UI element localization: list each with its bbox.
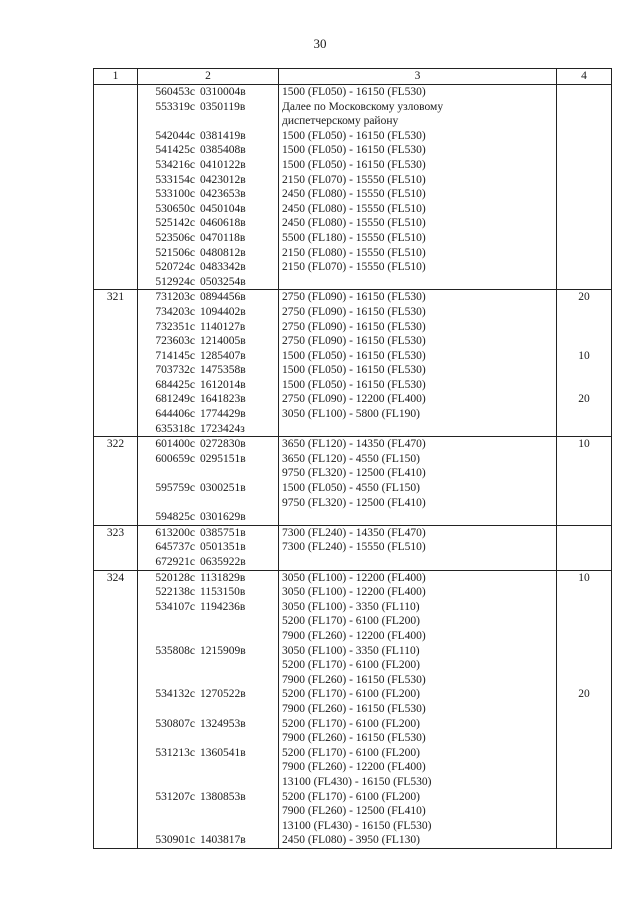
coordinate-line — [141, 334, 278, 349]
value-line — [557, 158, 611, 173]
altitude-line: 1500 (FL050) - 16150 (FL530) — [282, 86, 426, 98]
altitude-line: 5200 (FL170) - 6100 (FL200) — [282, 717, 420, 730]
longitude-text: 0381419в — [200, 129, 246, 142]
zone-number-cell: 324 — [94, 570, 138, 848]
longitude-text: 1612014в — [200, 378, 246, 391]
altitude-line: 9750 (FL320) - 12500 (FL410) — [282, 467, 426, 480]
altitude-limits-cell — [279, 437, 557, 526]
value-line — [557, 731, 611, 746]
zone-number-cell: 321 — [94, 290, 138, 437]
longitude-text: 0295151в — [200, 452, 246, 465]
longitude-text: 1094402в — [200, 305, 246, 318]
value-line — [557, 760, 611, 775]
latitude-text — [141, 702, 195, 717]
value-line — [557, 320, 611, 335]
value-line — [557, 746, 611, 761]
longitude-text: 1380853в — [200, 790, 246, 803]
coordinate-line — [141, 452, 278, 467]
coordinate-line — [141, 290, 278, 305]
altitude-line: Далее по Московскому узловому — [282, 100, 444, 113]
coordinate-line — [141, 392, 278, 407]
longitude-text: 0483342в — [200, 261, 246, 274]
longitude-text: 0460618в — [200, 217, 246, 230]
coordinate-line — [141, 510, 278, 525]
altitude-line: 13100 (FL430) - 16150 (FL530) — [282, 819, 432, 832]
altitude-line: 2150 (FL070) - 15550 (FL510) — [282, 261, 426, 274]
altitude-line: 9750 (FL320) - 12500 (FL410) — [282, 496, 426, 509]
altitude-limits-cell — [279, 85, 557, 290]
coordinate-line — [141, 571, 278, 586]
latitude-text: 731203с — [155, 291, 195, 304]
coordinate-line — [141, 202, 278, 217]
latitude-text — [141, 804, 195, 819]
longitude-text: 1270522в — [200, 688, 246, 701]
value-line — [557, 644, 611, 659]
longitude-text: 0423012в — [200, 173, 246, 186]
value-line — [557, 407, 611, 422]
coordinate-line — [141, 775, 278, 790]
value-line — [557, 481, 611, 496]
latitude-text: 521506с — [155, 246, 195, 259]
zone-number-cell: 322 — [94, 437, 138, 526]
coordinate-line — [141, 260, 278, 275]
table-row — [94, 437, 612, 526]
value-line — [557, 819, 611, 834]
value-cell — [557, 525, 612, 570]
altitude-line: 1500 (FL050) - 16150 (FL530) — [282, 349, 426, 362]
latitude-text: 644406с — [155, 408, 195, 421]
altitude-line: 1500 (FL050) - 16150 (FL530) — [282, 158, 426, 171]
altitude-line: 3650 (FL120) - 4550 (FL150) — [282, 452, 420, 465]
altitude-line: 1500 (FL050) - 16150 (FL530) — [282, 378, 426, 391]
altitude-line: 3050 (FL100) - 12200 (FL400) — [282, 571, 426, 584]
longitude-text: 0894456в — [200, 291, 246, 304]
value-cell — [557, 85, 612, 290]
altitude-line: 7900 (FL260) - 16150 (FL530) — [282, 732, 426, 745]
longitude-text: 0501351в — [200, 541, 246, 554]
altitude-line: 1500 (FL050) - 16150 (FL530) — [282, 129, 426, 142]
longitude-text: 0310004в — [200, 86, 246, 98]
coordinate-line — [141, 540, 278, 555]
value-line — [557, 600, 611, 615]
value-line — [557, 702, 611, 717]
longitude-text: 1215909в — [200, 644, 246, 657]
longitude-text: 1723424з — [200, 422, 245, 435]
coordinate-line — [141, 100, 278, 115]
latitude-text: 732351с — [155, 320, 195, 333]
value-line: 10 — [578, 571, 590, 584]
value-line — [557, 673, 611, 688]
coordinate-line — [141, 585, 278, 600]
value-line — [557, 143, 611, 158]
altitude-line — [282, 555, 556, 570]
altitude-line: 5200 (FL170) - 6100 (FL200) — [282, 790, 420, 803]
coordinate-line — [141, 466, 278, 481]
coordinate-line — [141, 378, 278, 393]
longitude-text: 1403817в — [200, 834, 246, 847]
coordinate-line — [141, 760, 278, 775]
coordinate-line — [141, 422, 278, 437]
latitude-text: 523506с — [155, 231, 195, 244]
latitude-text: 600659с — [155, 452, 195, 465]
coordinate-line — [141, 717, 278, 732]
altitude-line: 2450 (FL080) - 15550 (FL510) — [282, 202, 426, 215]
coordinate-line — [141, 143, 278, 158]
altitude-line: 2750 (FL090) - 12200 (FL400) — [282, 393, 426, 406]
value-line — [557, 202, 611, 217]
altitude-limits-cell — [279, 525, 557, 570]
coordinate-line — [141, 496, 278, 511]
coordinate-line — [141, 600, 278, 615]
coordinate-line — [141, 833, 278, 848]
value-line — [557, 100, 611, 115]
altitude-line: 2450 (FL080) - 15550 (FL510) — [282, 217, 426, 230]
latitude-text — [141, 614, 195, 629]
coordinate-line — [141, 305, 278, 320]
latitude-text: 522138с — [155, 586, 195, 599]
value-line — [557, 187, 611, 202]
value-line — [557, 775, 611, 790]
coordinate-line — [141, 746, 278, 761]
value-line: 20 — [578, 688, 590, 701]
value-cell — [557, 290, 612, 437]
value-line: 10 — [578, 349, 590, 362]
coordinate-line — [141, 129, 278, 144]
coordinate-line — [141, 790, 278, 805]
coordinate-line — [141, 629, 278, 644]
value-line — [557, 129, 611, 144]
coordinate-line — [141, 275, 278, 290]
value-line — [557, 466, 611, 481]
table-row — [94, 570, 612, 848]
latitude-text: 535808с — [155, 644, 195, 657]
coordinate-line — [141, 614, 278, 629]
longitude-text: 0503254в — [200, 275, 246, 288]
latitude-text: 533154с — [155, 173, 195, 186]
latitude-text: 734203с — [155, 305, 195, 318]
longitude-text: 0423653в — [200, 188, 246, 201]
coordinate-line — [141, 702, 278, 717]
latitude-text: 645737с — [155, 541, 195, 554]
value-line — [557, 85, 611, 100]
latitude-text: 530650с — [155, 202, 195, 215]
coordinate-line — [141, 407, 278, 422]
coordinate-line — [141, 187, 278, 202]
latitude-text: 595759с — [155, 482, 195, 495]
altitude-line: 1500 (FL050) - 16150 (FL530) — [282, 364, 426, 377]
altitude-limits-cell — [279, 290, 557, 437]
longitude-text: 1360541в — [200, 746, 246, 759]
value-line — [557, 275, 611, 290]
airspace-table — [93, 68, 612, 849]
latitude-text — [141, 496, 195, 511]
latitude-text: 542044с — [155, 129, 195, 142]
longitude-text: 0272830в — [200, 438, 246, 451]
column-header-1: 1 — [94, 69, 138, 85]
coordinate-line — [141, 349, 278, 364]
value-line — [557, 585, 611, 600]
latitude-text: 531207с — [155, 790, 195, 803]
coordinate-line — [141, 437, 278, 452]
altitude-line: диспетчерскому району — [282, 115, 399, 128]
altitude-line: 2750 (FL090) - 16150 (FL530) — [282, 305, 426, 318]
latitude-text — [141, 114, 195, 129]
coordinate-line — [141, 804, 278, 819]
value-line: 20 — [578, 393, 590, 406]
coordinate-line — [141, 363, 278, 378]
latitude-text — [141, 775, 195, 790]
value-line — [557, 540, 611, 555]
longitude-text: 1214005в — [200, 335, 246, 348]
coordinate-line — [141, 158, 278, 173]
coordinate-line — [141, 658, 278, 673]
altitude-line: 2150 (FL080) - 15550 (FL510) — [282, 246, 426, 259]
altitude-line: 2750 (FL090) - 16150 (FL530) — [282, 291, 426, 304]
altitude-line: 5200 (FL170) - 6100 (FL200) — [282, 688, 420, 701]
altitude-line: 2450 (FL080) - 3950 (FL130) — [282, 834, 420, 847]
value-line — [557, 114, 611, 129]
value-line — [557, 452, 611, 467]
value-line — [557, 496, 611, 511]
altitude-line: 2750 (FL090) - 16150 (FL530) — [282, 320, 426, 333]
coordinate-line — [141, 644, 278, 659]
altitude-line: 5200 (FL170) - 6100 (FL200) — [282, 659, 420, 672]
latitude-text: 534107с — [155, 600, 195, 613]
altitude-limits-cell — [279, 570, 557, 848]
zone-number-cell — [94, 85, 138, 290]
altitude-line: 2750 (FL090) - 16150 (FL530) — [282, 335, 426, 348]
coordinates-cell — [138, 290, 279, 437]
altitude-line: 5200 (FL170) - 6100 (FL200) — [282, 615, 420, 628]
coordinate-line — [141, 555, 278, 570]
coordinate-line — [141, 687, 278, 702]
longitude-text: 1194236в — [200, 600, 246, 613]
longitude-text: 0385751в — [200, 526, 246, 539]
coordinates-cell — [138, 570, 279, 848]
value-line — [557, 804, 611, 819]
page-number: 30 — [313, 36, 327, 51]
value-line — [557, 246, 611, 261]
coordinate-line — [141, 731, 278, 746]
longitude-text: 1475358в — [200, 364, 246, 377]
value-line — [557, 790, 611, 805]
altitude-line: 3050 (FL100) - 3350 (FL110) — [282, 600, 420, 613]
latitude-text: 560453с — [155, 86, 195, 98]
latitude-text: 684425с — [155, 378, 195, 391]
longitude-text: 1131829в — [200, 571, 246, 584]
latitude-text: 594825с — [155, 511, 195, 524]
longitude-text: 1285407в — [200, 349, 246, 362]
latitude-text: 520128с — [155, 571, 195, 584]
column-header-3: 3 — [279, 69, 557, 85]
altitude-line: 7900 (FL260) - 16150 (FL530) — [282, 702, 426, 715]
value-line — [557, 173, 611, 188]
value-line — [557, 216, 611, 231]
latitude-text: 534216с — [155, 158, 195, 171]
value-line: 10 — [578, 438, 590, 451]
value-line — [557, 305, 611, 320]
value-line — [557, 231, 611, 246]
column-header-4: 4 — [557, 69, 612, 85]
latitude-text: 601400с — [155, 438, 195, 451]
latitude-text — [141, 658, 195, 673]
latitude-text: 703732с — [155, 364, 195, 377]
altitude-line: 7900 (FL260) - 12500 (FL410) — [282, 805, 426, 818]
altitude-line: 7900 (FL260) - 12200 (FL400) — [282, 629, 426, 642]
longitude-text: 0450104в — [200, 202, 246, 215]
value-line — [557, 378, 611, 393]
altitude-line: 7300 (FL240) - 15550 (FL510) — [282, 541, 426, 554]
altitude-line: 2450 (FL080) - 15550 (FL510) — [282, 188, 426, 201]
column-header-2: 2 — [138, 69, 279, 85]
value-line — [557, 555, 611, 570]
value-line — [557, 614, 611, 629]
longitude-text: 0635922в — [200, 556, 246, 568]
value-line — [557, 658, 611, 673]
altitude-line — [282, 422, 556, 437]
value-line — [557, 363, 611, 378]
longitude-text: 0350119в — [200, 100, 246, 113]
latitude-text — [141, 760, 195, 775]
longitude-text: 0301629в — [200, 511, 246, 524]
coordinate-line — [141, 114, 278, 129]
table-row — [94, 290, 612, 437]
altitude-line: 5200 (FL170) - 6100 (FL200) — [282, 746, 420, 759]
longitude-text: 0470118в — [200, 231, 246, 244]
latitude-text: 714145с — [155, 349, 195, 362]
longitude-text: 1641823в — [200, 393, 246, 406]
longitude-text: 1774429в — [200, 408, 246, 421]
latitude-text: 530901с — [155, 834, 195, 847]
altitude-line: 3650 (FL120) - 14350 (FL470) — [282, 438, 426, 451]
latitude-text: 531213с — [155, 746, 195, 759]
longitude-text: 1140127в — [200, 320, 246, 333]
coordinate-line — [141, 246, 278, 261]
altitude-line — [282, 510, 556, 525]
value-line: 20 — [578, 291, 590, 304]
longitude-text: 0385408в — [200, 144, 246, 157]
zone-number-cell: 323 — [94, 525, 138, 570]
coordinate-line — [141, 673, 278, 688]
altitude-line: 3050 (FL100) - 3350 (FL110) — [282, 644, 420, 657]
altitude-line: 13100 (FL430) - 16150 (FL530) — [282, 775, 432, 788]
latitude-text: 681249с — [155, 393, 195, 406]
altitude-line: 2150 (FL070) - 15550 (FL510) — [282, 173, 426, 186]
coordinate-line — [141, 320, 278, 335]
longitude-text: 0410122в — [200, 158, 246, 171]
value-line — [557, 334, 611, 349]
value-line — [557, 260, 611, 275]
value-line — [557, 833, 611, 848]
latitude-text — [141, 629, 195, 644]
latitude-text — [141, 466, 195, 481]
latitude-text: 525142с — [155, 217, 195, 230]
longitude-text: 1153150в — [200, 586, 246, 599]
altitude-line: 5500 (FL180) - 15550 (FL510) — [282, 231, 426, 244]
coordinates-cell — [138, 437, 279, 526]
table-row — [94, 85, 612, 290]
coordinates-cell — [138, 85, 279, 290]
value-cell — [557, 437, 612, 526]
altitude-line: 1500 (FL050) - 16150 (FL530) — [282, 144, 426, 157]
longitude-text: 1324953в — [200, 717, 246, 730]
altitude-line: 7300 (FL240) - 14350 (FL470) — [282, 526, 426, 539]
coordinate-line — [141, 481, 278, 496]
latitude-text: 533100с — [155, 188, 195, 201]
latitude-text: 553319с — [155, 100, 195, 113]
latitude-text: 512924с — [155, 275, 195, 288]
coordinate-line — [141, 231, 278, 246]
latitude-text: 530807с — [155, 717, 195, 730]
value-cell — [557, 570, 612, 848]
table-row — [94, 525, 612, 570]
altitude-line: 1500 (FL050) - 4550 (FL150) — [282, 482, 420, 495]
latitude-text — [141, 819, 195, 834]
altitude-line: 7900 (FL260) - 16150 (FL530) — [282, 673, 426, 686]
coordinate-line — [141, 173, 278, 188]
coordinate-line — [141, 819, 278, 834]
latitude-text: 613200с — [155, 526, 195, 539]
value-line — [557, 422, 611, 437]
longitude-text: 0300251в — [200, 482, 246, 495]
value-line — [557, 526, 611, 541]
latitude-text: 635318с — [155, 422, 195, 435]
coordinate-line — [141, 216, 278, 231]
latitude-text: 534132с — [155, 688, 195, 701]
latitude-text: 520724с — [155, 261, 195, 274]
value-line — [557, 717, 611, 732]
coordinate-line — [141, 85, 278, 100]
latitude-text — [141, 731, 195, 746]
coordinate-line — [141, 526, 278, 541]
altitude-line — [282, 275, 556, 290]
latitude-text: 723603с — [155, 335, 195, 348]
table-body — [94, 85, 612, 849]
altitude-line: 7900 (FL260) - 12200 (FL400) — [282, 761, 426, 774]
latitude-text: 541425с — [155, 144, 195, 157]
table-header-row — [94, 69, 612, 85]
value-line — [557, 629, 611, 644]
altitude-line: 3050 (FL100) - 5800 (FL190) — [282, 408, 420, 421]
coordinates-cell — [138, 525, 279, 570]
value-line — [557, 510, 611, 525]
altitude-line: 3050 (FL100) - 12200 (FL400) — [282, 586, 426, 599]
latitude-text: 672921с — [155, 556, 195, 568]
latitude-text — [141, 673, 195, 688]
longitude-text: 0480812в — [200, 246, 246, 259]
